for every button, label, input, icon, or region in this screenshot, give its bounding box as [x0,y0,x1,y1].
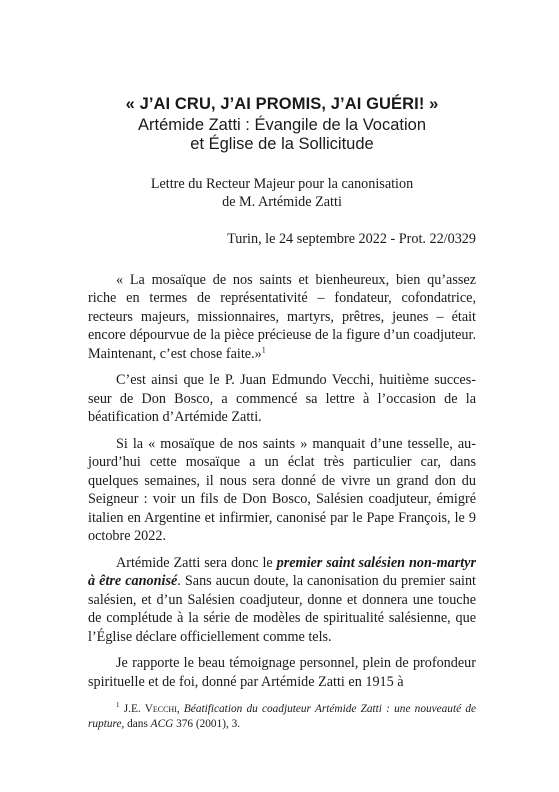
letter-body [88,271,476,692]
footnote-author: J.E. Vecchi [123,703,177,715]
footnote-number: 1 [116,701,120,710]
footnote-in: , dans [121,718,151,730]
paragraph-4-end: . Sans aucun doute, la canonisation du premier saint salésien, et d’un Salésien coadjuteur, donne et donnera une touche de complétude à la série de modèles de spiritualité salésienne, que l’Église déclare officiellement comme tels. [88,573,476,645]
footnote-rest: 376 (2001), 3. [173,718,241,730]
paragraph-3: Si la « mosaïque de nos saints » manquait d’une tesselle, aujourd’hui cette mosaïque a un éclat très particulier car, dans quelques semaines, il nous sera donné de vivre un grand don du Seigneur : voir un fils de Don Bosco, Salésien coadjuteur, émigré italien en Argentine et infirmier, canonisé par le Pape François, le 9 octobre 2022. [88,435,476,544]
paragraph-5: Je rapporte le beau témoignage personnel, plein de profondeur spirituelle et de foi, donné par Artémide Zatti en 1915 à [88,655,476,690]
subtitle [88,116,476,154]
footnote-ref[interactable]: 1 [261,344,266,354]
subtitle-line-2: et Église de la Sollicitude [190,135,374,153]
footnote-journal: ACG [150,718,174,730]
paragraph-2: C’est ainsi que le P. Juan Edmundo Vecchi, huitième successeur de Don Bosco, a commencé sa lettre à l’occasion de la béatification d’Artémide Zatti. [88,372,476,425]
intro-line-1: Lettre du Recteur Majeur pour la canonisation [150,176,414,192]
footnote-title: Béatification du coadjuteur Artémide Zatti : une nouveauté de rupture [88,703,476,730]
footnote: $^1$ J.E. Vecchi, Béatification du coadjuteur Artémide Zatti : une nouveauté de rupture, dans ACG 376 (2001), 3. [88,701,476,730]
subtitle-line-1: Artémide Zatti : Évangile de la Vocation [138,116,426,134]
paragraph-1-text: « La mosaïque de nos saints et bienheureux, bien qu’assez riche en termes de représentativité – fondateur, cofondatrice, recteurs majeurs, missionnaires, martyrs, prêtres, jeunes – était encore dépourvue de la pièce précieuse de la figure d’un coadjuteur. Maintenant, c’est chose faite.» [88,271,476,362]
page-title: « J’AI CRU, J’AI PROMIS, J’AI GUÉRI! » [125,95,439,113]
letter-intro [88,176,476,211]
intro-line-2: de M. Artémide Zatti [222,193,342,210]
paragraph-4-emphasis: premier saint salésien non-martyr à être canonisé [88,554,476,589]
paragraph-4 [88,554,476,647]
letter-page [88,94,476,699]
dateline: Turin, le 24 septembre 2022 - Prot. 22/0329 [227,231,476,247]
paragraph-4-start: Artémide Zatti sera donc le [116,554,277,571]
paragraph-1 [88,271,476,364]
